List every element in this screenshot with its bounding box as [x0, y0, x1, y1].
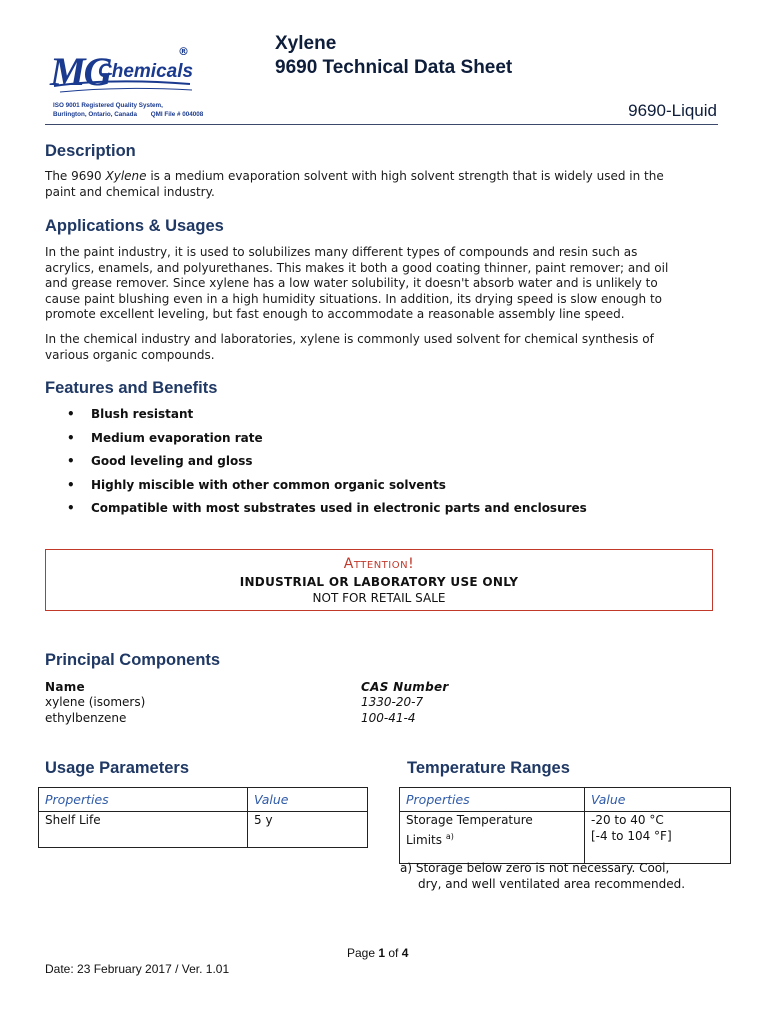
- components-name-header: Name: [45, 680, 85, 694]
- applications-p1-line: and grease remover. Since xylene has a low water solubility, it doesn't absorb water and is unlikely to: [45, 276, 658, 291]
- feature-item: [67, 431, 263, 445]
- value-celsius: -20 to 40 °C: [591, 813, 664, 827]
- footnote-marker: a): [445, 831, 454, 841]
- properties-header: Properties: [400, 788, 585, 812]
- value-cell: [585, 812, 731, 864]
- component-name: xylene (isomers): [45, 695, 146, 709]
- feature-label: Medium evaporation rate: [91, 431, 263, 445]
- value-fahrenheit: [-4 to 104 °F]: [591, 828, 672, 843]
- bullet-icon: •: [67, 454, 75, 468]
- property-line-1: Storage Temperature: [406, 813, 533, 827]
- applications-p1-line: In the paint industry, it is used to solubilizes many different types of compounds and resin such as: [45, 245, 638, 259]
- components-cas-header: CAS Number: [361, 680, 449, 694]
- description-product-name: Xylene: [105, 169, 147, 183]
- location-text: Burlington, Ontario, Canada: [53, 111, 137, 118]
- feature-item: [67, 478, 446, 492]
- location-line: [53, 111, 253, 118]
- page-current: 1: [378, 946, 386, 960]
- product-code: 9690-Liquid: [628, 101, 717, 120]
- document-date: Date: 23 February 2017 / Ver. 1.01: [45, 962, 230, 976]
- component-cas: 100-41-4: [361, 711, 416, 725]
- applications-p1-line: promote excellent leveling, but fast enough to accommodate a reasonable assembly line speed.: [45, 307, 625, 322]
- applications-p2-line: In the chemical industry and laboratories, xylene is commonly used solvent for chemical synthesis of: [45, 332, 654, 346]
- description-heading: Description: [45, 142, 136, 160]
- description-text-post: is a medium evaporation solvent with high solvent strength that is widely used in the: [146, 169, 664, 183]
- components-heading: Principal Components: [45, 651, 221, 669]
- page-number: [347, 946, 408, 960]
- property-cell: Shelf Life: [39, 812, 248, 848]
- temperature-footnote-line-1: a) Storage below zero is not necessary. Cool,: [400, 861, 670, 875]
- feature-label: Blush resistant: [91, 407, 194, 421]
- temperature-footnote-line-2: dry, and well ventilated area recommended.: [418, 877, 686, 891]
- table-header-row: [39, 788, 368, 812]
- qmi-file-text: QMI File # 004008: [150, 111, 204, 118]
- bullet-icon: •: [67, 501, 75, 515]
- value-header: Value: [585, 788, 731, 812]
- applications-p2-line: various organic compounds.: [45, 347, 215, 362]
- usage-heading: Usage Parameters: [45, 759, 190, 777]
- header-divider: [45, 124, 718, 125]
- attention-line-2: NOT FOR RETAIL SALE: [312, 591, 446, 605]
- page-of: of: [385, 946, 402, 960]
- applications-paragraph-1: [45, 245, 725, 323]
- bullet-icon: •: [67, 407, 75, 421]
- property-line-2: Limits: [406, 832, 442, 847]
- properties-header: Properties: [39, 788, 248, 812]
- table-row: [400, 812, 731, 864]
- value-cell: 5 y: [248, 812, 368, 848]
- applications-heading: Applications & Usages: [45, 217, 224, 235]
- feature-item: [67, 501, 587, 515]
- features-heading: Features and Benefits: [45, 379, 218, 397]
- temperature-table: [399, 787, 731, 864]
- applications-p1-line: cause paint blushing even in a high humidity situations. In addition, its drying speed is slow enough to: [45, 291, 662, 306]
- attention-box: [45, 549, 713, 611]
- description-text-line2: paint and chemical industry.: [45, 184, 215, 199]
- bullet-icon: •: [67, 478, 75, 492]
- applications-p1-line: acrylics, enamels, and polyurethanes. This makes it both a good coating thinner, paint remover; and oil: [45, 260, 669, 275]
- bullet-icon: •: [67, 431, 75, 445]
- document-title: 9690 Technical Data Sheet: [275, 57, 513, 78]
- feature-item: [67, 454, 253, 468]
- page-prefix: Page: [347, 946, 379, 960]
- property-cell: [400, 812, 585, 864]
- attention-line-1: INDUSTRIAL OR LABORATORY USE ONLY: [239, 575, 519, 589]
- registered-mark: ®: [178, 45, 189, 58]
- iso-registration-line: ISO 9001 Registered Quality System,: [53, 102, 163, 109]
- feature-item: [67, 407, 193, 421]
- component-name: ethylbenzene: [45, 711, 127, 725]
- value-header: Value: [248, 788, 368, 812]
- usage-table: [38, 787, 368, 848]
- feature-label: Highly miscible with other common organic solvents: [91, 478, 446, 492]
- description-text: [45, 169, 725, 200]
- table-header-row: [400, 788, 731, 812]
- feature-label: Good leveling and gloss: [91, 454, 253, 468]
- component-cas: 1330-20-7: [361, 695, 424, 709]
- table-row: [39, 812, 368, 848]
- description-text-pre: The 9690: [45, 169, 106, 183]
- feature-label: Compatible with most substrates used in electronic parts and enclosures: [91, 501, 587, 515]
- page-total: 4: [401, 946, 409, 960]
- mg-chemicals-logo: MG Chemicals ®: [50, 48, 200, 100]
- temperature-heading: Temperature Ranges: [407, 759, 570, 777]
- attention-title: Attention!: [343, 556, 415, 572]
- applications-paragraph-2: [45, 332, 725, 363]
- product-title: Xylene: [275, 33, 337, 54]
